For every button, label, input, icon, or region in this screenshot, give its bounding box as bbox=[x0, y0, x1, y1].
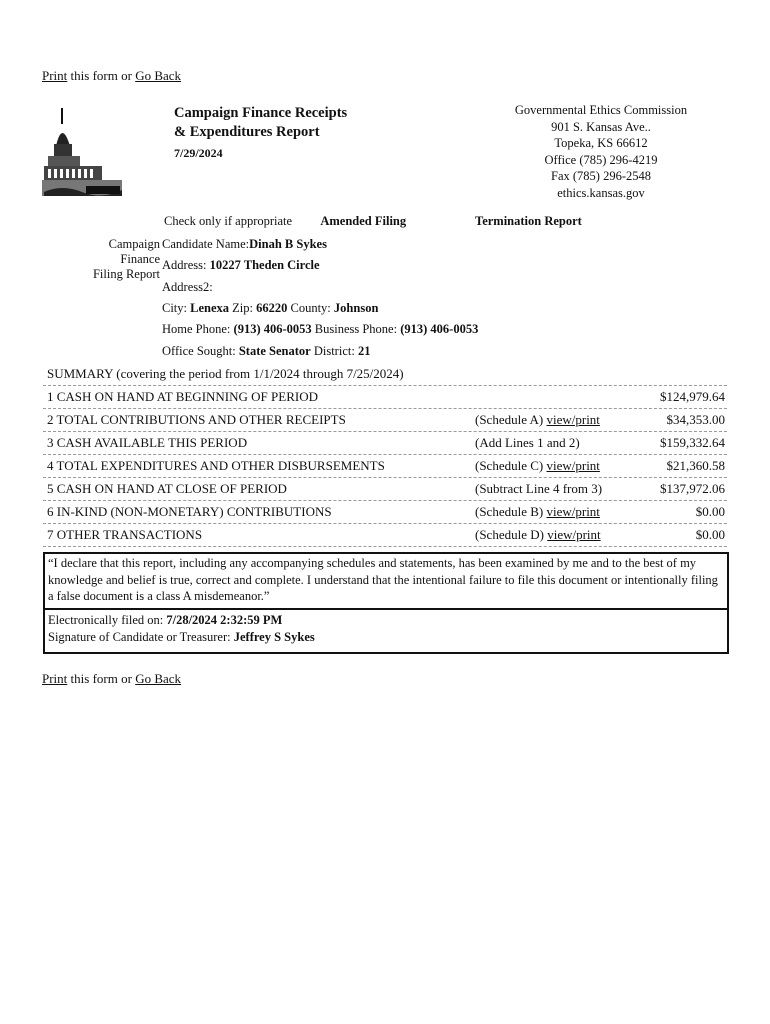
office-value: State Senator bbox=[238, 344, 311, 358]
capitol-seal-icon bbox=[42, 106, 124, 200]
table-row: 5 CASH ON HAND AT CLOSE OF PERIOD (Subtract Line 4 from 3) $137,972.06 bbox=[43, 478, 727, 501]
signature-box bbox=[43, 608, 729, 654]
table-row: 4 TOTAL EXPENDITURES AND OTHER DISBURSEMENTS (Schedule C) view/print $21,360.58 bbox=[43, 455, 727, 478]
schedule-d-view-print-link[interactable]: view/print bbox=[547, 527, 601, 542]
agency-city: Topeka, KS 66612 bbox=[554, 136, 648, 150]
table-row: 2 TOTAL CONTRIBUTIONS AND OTHER RECEIPTS (Schedule A) view/print $34,353.00 bbox=[43, 409, 727, 432]
agency-fax: Fax (785) 296-2548 bbox=[551, 169, 651, 183]
address-line: Address: 10227 Theden Circle bbox=[162, 258, 320, 272]
agency-street: 901 S. Kansas Ave.. bbox=[551, 119, 651, 134]
report-date: 7/29/2024 bbox=[174, 146, 223, 160]
agency-office-phone: Office (785) 296-4219 bbox=[544, 152, 658, 167]
summary-heading-row bbox=[43, 365, 727, 386]
summary-heading: SUMMARY (covering the period from 1/1/2024 through 7/25/2024) bbox=[47, 366, 404, 381]
table-row: 6 IN-KIND (NON-MONETARY) CONTRIBUTIONS (Schedule B) view/print $0.00 bbox=[43, 501, 727, 524]
print-link-bottom[interactable]: Print bbox=[42, 671, 68, 686]
check-label: Check only if appropriate bbox=[164, 214, 293, 228]
district-value: 21 bbox=[357, 344, 371, 358]
go-back-link[interactable]: Go Back bbox=[135, 68, 182, 83]
table-row: 1 CASH ON HAND AT BEGINNING OF PERIOD $124,979.64 bbox=[43, 386, 727, 409]
summary-table bbox=[43, 365, 727, 547]
business-phone-value: (913) 406-0053 bbox=[400, 322, 479, 336]
nav-text-bottom: this form or bbox=[70, 671, 132, 686]
agency-name: Governmental Ethics Commission bbox=[514, 103, 688, 117]
top-nav bbox=[42, 68, 181, 84]
county-value: Johnson bbox=[333, 301, 379, 315]
filed-on-value: 7/28/2024 2:32:59 PM bbox=[166, 613, 283, 627]
print-link[interactable]: Print bbox=[42, 68, 68, 83]
schedule-a-view-print-link[interactable]: view/print bbox=[546, 412, 600, 427]
candidate-line: Candidate Name:Dinah B Sykes bbox=[162, 237, 327, 251]
bottom-nav bbox=[42, 671, 181, 687]
schedule-b-view-print-link[interactable]: view/print bbox=[546, 504, 600, 519]
filed-on-line: Electronically filed on: 7/28/2024 2:32:59 PM bbox=[48, 613, 283, 627]
candidate-name: Dinah B Sykes bbox=[249, 237, 327, 251]
signature-value: Jeffrey S Sykes bbox=[233, 629, 315, 644]
declaration-text: “I declare that this report, including any accompanying schedules and statements, has been examined by me and to the best of my knowledge and belief is true, correct and complete. I understand that the intentional failure to file this document or intentionally filing a false document is a class A misdemeanor.” bbox=[48, 556, 718, 603]
report-title: Campaign Finance Receipts & Expenditures Report bbox=[174, 105, 348, 140]
declaration-box bbox=[43, 552, 729, 610]
schedule-c-view-print-link[interactable]: view/print bbox=[546, 458, 600, 473]
termination-report-option[interactable]: Termination Report bbox=[475, 214, 582, 228]
amended-filing-option[interactable]: Amended Filing bbox=[320, 214, 407, 228]
city-value: Lenexa bbox=[190, 301, 230, 315]
signature-line: Signature of Candidate or Treasurer: Jeffrey S Sykes bbox=[48, 629, 315, 644]
table-row: 3 CASH AVAILABLE THIS PERIOD (Add Lines 1 and 2) $159,332.64 bbox=[43, 432, 727, 455]
table-row: 7 OTHER TRANSACTIONS (Schedule D) view/print $0.00 bbox=[43, 524, 727, 547]
home-phone-value: (913) 406-0053 bbox=[233, 322, 312, 336]
office-line: Office Sought: State Senator District: 21 bbox=[162, 344, 371, 358]
zip-value: 66220 bbox=[256, 301, 288, 315]
agency-website: ethics.kansas.gov bbox=[557, 185, 645, 200]
address2-line: Address2: bbox=[162, 280, 213, 294]
go-back-link-bottom[interactable]: Go Back bbox=[135, 671, 182, 686]
check-line bbox=[164, 214, 406, 229]
nav-text: this form or bbox=[70, 68, 132, 83]
phone-line: Home Phone: (913) 406-0053 Business Phone: (913) 406-0053 bbox=[162, 322, 479, 336]
agency-block bbox=[470, 102, 732, 201]
side-label: Campaign Finance Filing Report bbox=[92, 237, 160, 281]
city-line: City: Lenexa Zip: 66220 County: Johnson bbox=[162, 301, 379, 315]
address-value: 10227 Theden Circle bbox=[209, 258, 320, 272]
